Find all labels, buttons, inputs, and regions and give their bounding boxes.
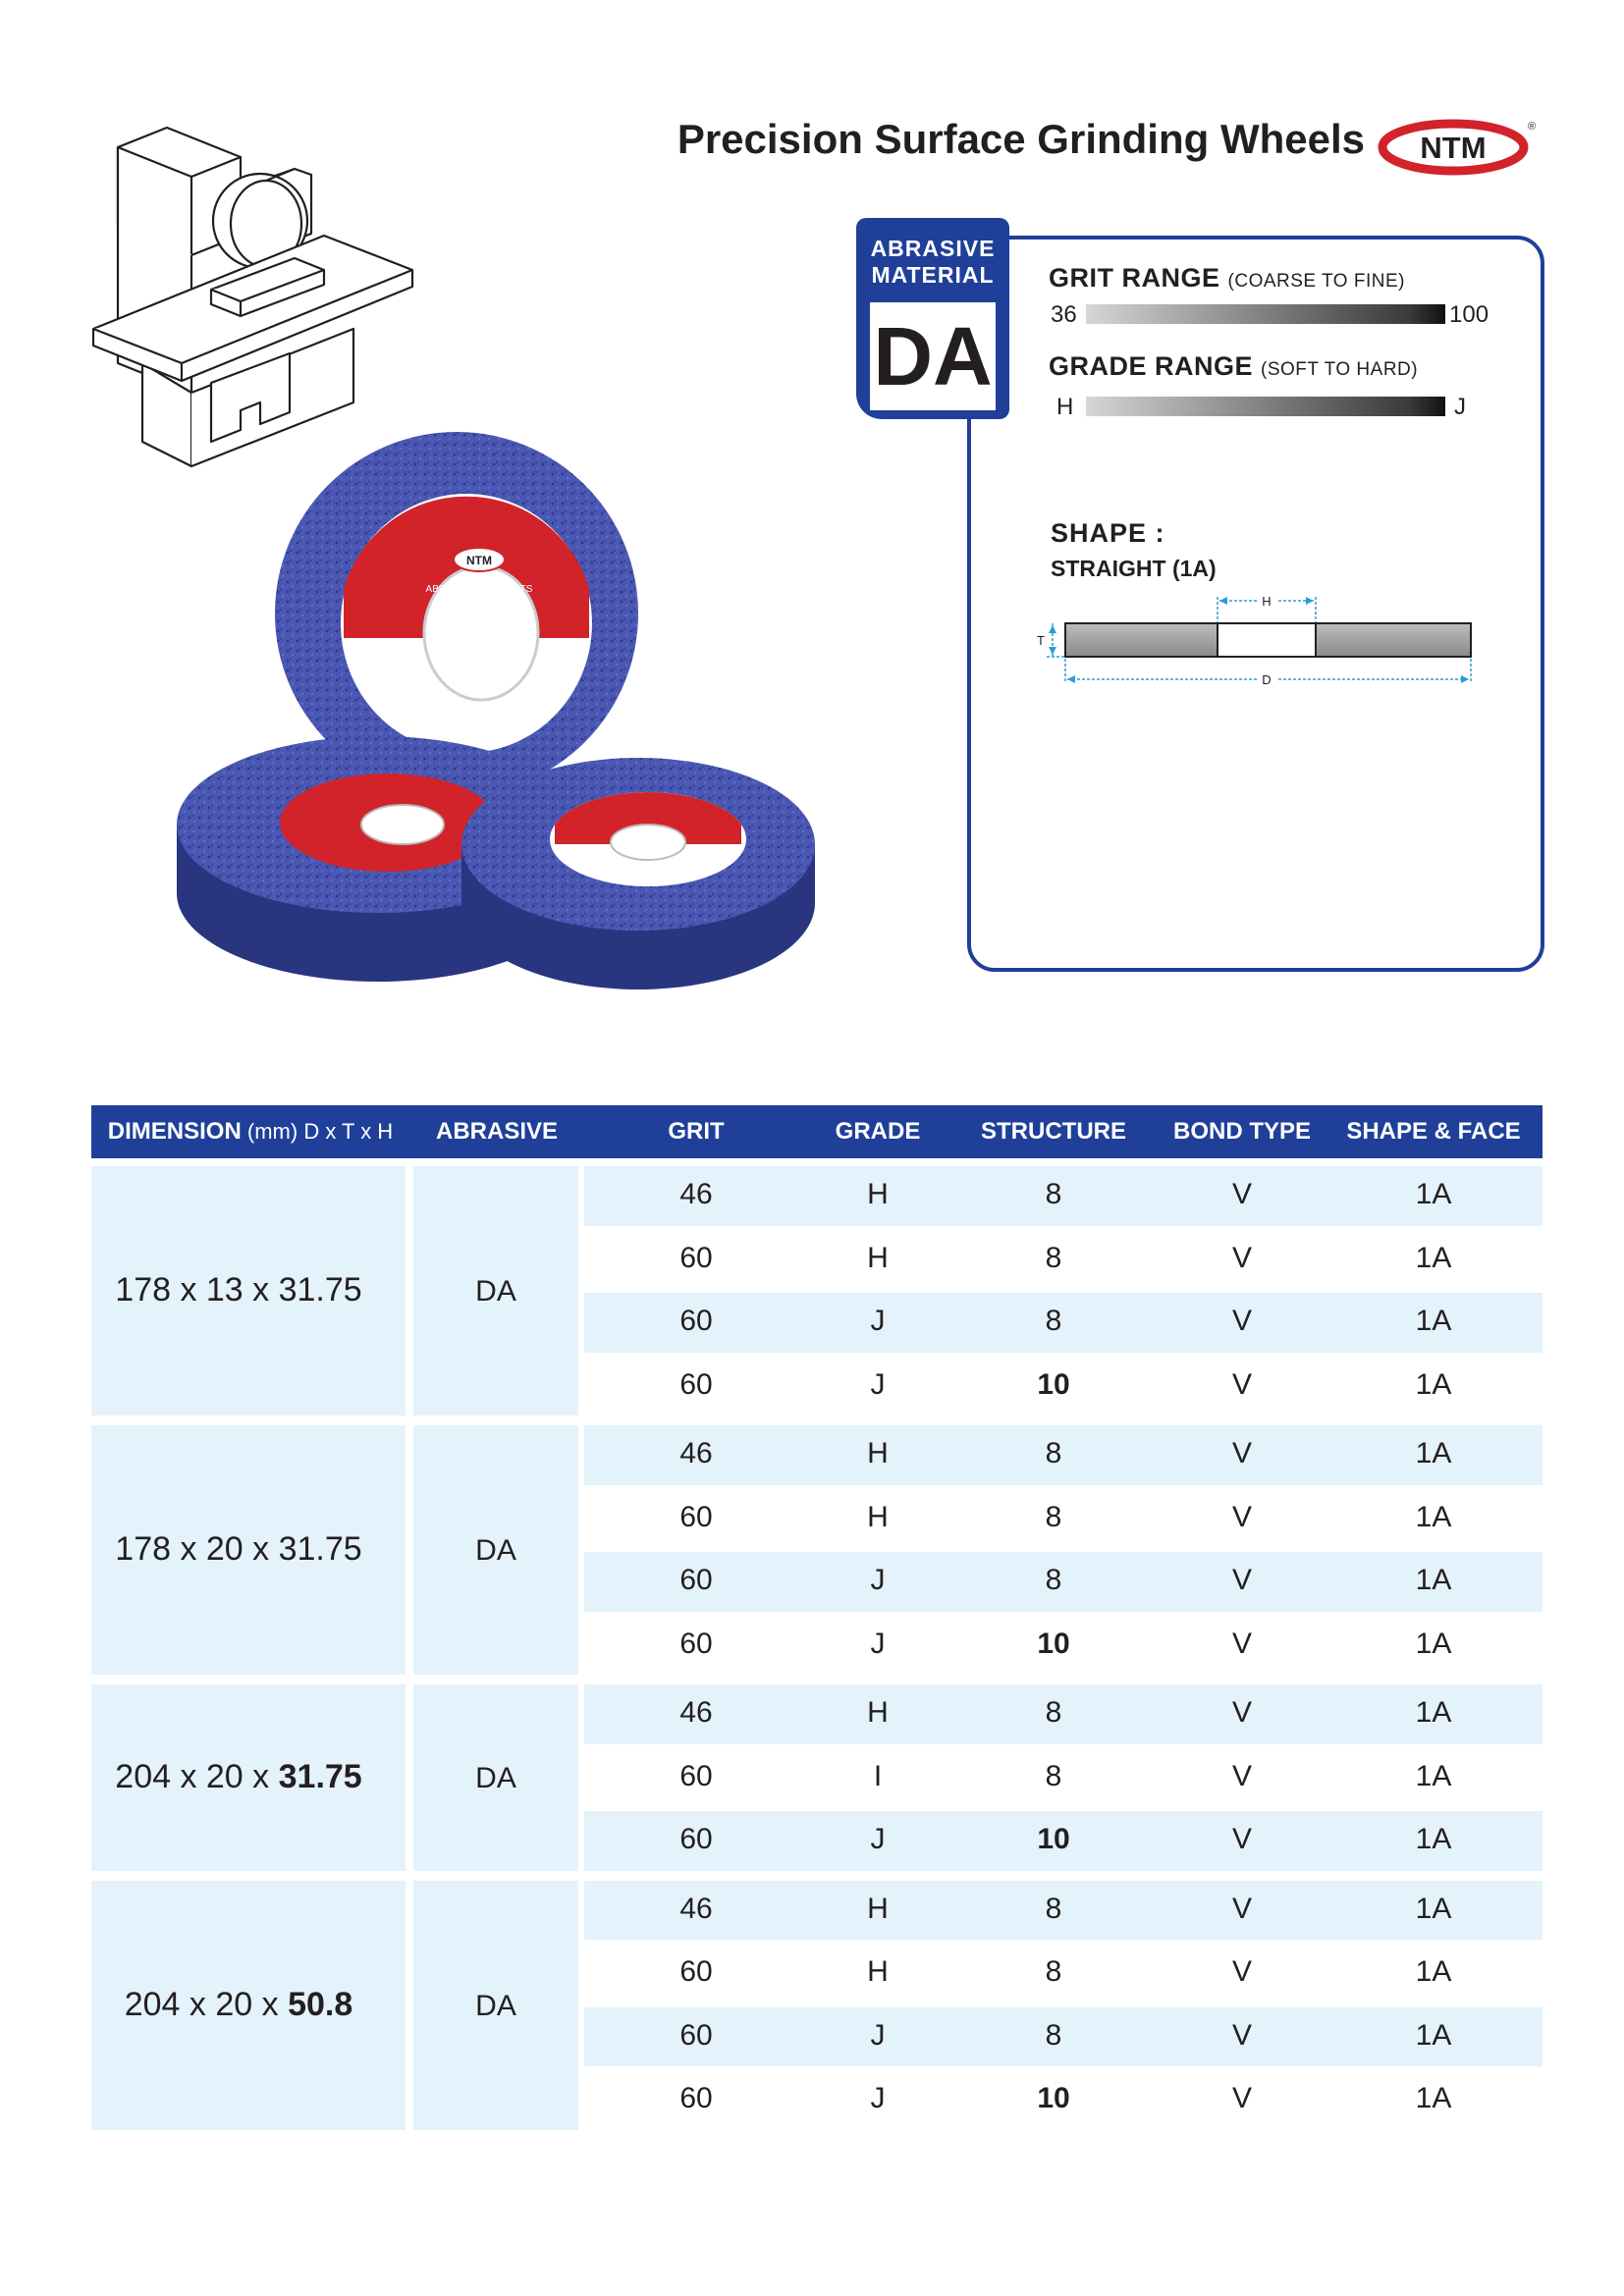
dim-t-label: T	[1037, 633, 1045, 648]
cell-structure: 8	[1045, 1696, 1062, 1729]
cell-bond-type: V	[1231, 1955, 1252, 1988]
cell-structure: 8	[1045, 1241, 1062, 1274]
cell-structure: 8	[1045, 1759, 1062, 1792]
cell-structure: 10	[1037, 1823, 1070, 1855]
grit-range-title: GRIT RANGE	[1049, 263, 1220, 293]
cell-grade: H	[867, 1892, 889, 1925]
cell-shape-face: 1A	[1415, 1178, 1452, 1210]
grade-range-bar	[1086, 397, 1445, 416]
cell-grit: 46	[679, 1178, 713, 1210]
cell-grade: J	[870, 2082, 886, 2114]
abrasive-material-badge	[856, 218, 1009, 419]
cell-bond-type: V	[1231, 1564, 1252, 1596]
cell-structure: 10	[1037, 1627, 1070, 1660]
cell-structure: 8	[1045, 1500, 1062, 1533]
badge-line-2: MATERIAL	[871, 262, 995, 288]
cell-structure: 8	[1045, 1892, 1062, 1925]
cell-bond-type: V	[1231, 1178, 1252, 1210]
cell-structure: 8	[1045, 1955, 1062, 1988]
badge-code: DA	[870, 302, 996, 410]
grit-range-heading	[1049, 263, 1405, 294]
header-grit: GRIT	[584, 1105, 808, 1158]
photo-label-subtitle: ABRASIVE PRODUCTS	[425, 584, 533, 595]
grit-max: 100	[1449, 301, 1489, 328]
cell-bond-type: V	[1231, 1627, 1252, 1660]
cell-shape-face: 1A	[1415, 1367, 1452, 1401]
cell-grit: 60	[679, 1367, 713, 1401]
grade-max: J	[1454, 394, 1466, 420]
abrasive-value: DA	[475, 1275, 516, 1308]
grade-range-subtitle: (SOFT TO HARD)	[1261, 359, 1419, 380]
abrasive-value: DA	[475, 1989, 516, 2022]
cell-grade: I	[873, 1759, 883, 1792]
grit-min: 36	[1051, 301, 1077, 328]
shape-heading: SHAPE :	[1051, 518, 1165, 548]
photo-label-brand: NTM	[466, 554, 492, 567]
grade-range-title: GRADE RANGE	[1049, 351, 1254, 381]
cell-grade: J	[870, 2018, 886, 2052]
dim-d-label: D	[1262, 672, 1272, 687]
grade-min: H	[1056, 394, 1074, 420]
cell-bond-type: V	[1231, 1892, 1252, 1925]
header-shape-face: SHAPE & FACE	[1325, 1105, 1543, 1158]
cell-grade: J	[870, 1564, 886, 1596]
cell-shape-face: 1A	[1415, 1564, 1452, 1596]
abrasive-value: DA	[475, 1534, 516, 1567]
page-title: Precision Surface Grinding Wheels	[677, 116, 1365, 162]
header-abrasive: ABRASIVE	[409, 1105, 584, 1158]
ntm-logo-icon	[1379, 118, 1537, 177]
cell-shape-face: 1A	[1415, 1241, 1452, 1274]
cell-shape-face: 1A	[1415, 1500, 1452, 1533]
cell-structure: 8	[1045, 1178, 1062, 1210]
cell-grade: J	[870, 1823, 886, 1855]
dimension-value	[91, 1758, 386, 1796]
cell-bond-type: V	[1231, 1437, 1252, 1469]
cell-shape-face: 1A	[1415, 1759, 1452, 1792]
cell-shape-face: 1A	[1415, 1627, 1452, 1660]
cell-grade: H	[867, 1500, 889, 1533]
header-bond-type: BOND TYPE	[1160, 1105, 1325, 1158]
dimension-bold-part: 31.75	[278, 1757, 362, 1795]
cell-grade: J	[870, 1367, 886, 1401]
dimension-prefix: 178 x 20 x 31.75	[115, 1530, 362, 1568]
shape-name: STRAIGHT (1A)	[1051, 556, 1217, 581]
cell-shape-face: 1A	[1415, 1437, 1452, 1469]
cell-structure: 8	[1045, 1305, 1062, 1337]
dimension-prefix: 204 x 20 x	[115, 1757, 279, 1795]
grit-range-bar	[1086, 304, 1445, 324]
cell-grade: J	[870, 1627, 886, 1660]
cell-bond-type: V	[1231, 1367, 1252, 1401]
cell-grit: 46	[679, 1696, 713, 1729]
cell-bond-type: V	[1231, 1696, 1252, 1729]
cell-bond-type: V	[1231, 1823, 1252, 1855]
cell-grit: 60	[679, 1627, 713, 1660]
cell-grit: 60	[679, 1564, 713, 1596]
cell-grit: 60	[679, 1241, 713, 1274]
cell-shape-face: 1A	[1415, 1823, 1452, 1855]
cell-shape-face: 1A	[1415, 1696, 1452, 1729]
cell-grade: H	[867, 1241, 889, 1274]
cell-grade: H	[867, 1178, 889, 1210]
logo-text: NTM	[1420, 131, 1487, 165]
cell-shape-face: 1A	[1415, 1305, 1452, 1337]
cell-grade: H	[867, 1696, 889, 1729]
cell-structure: 8	[1045, 1437, 1062, 1469]
cell-grit: 60	[679, 2082, 713, 2114]
cell-bond-type: V	[1231, 1500, 1252, 1533]
cell-structure: 8	[1045, 2018, 1062, 2052]
shape-1a-diagram	[1031, 589, 1483, 697]
dimension-value	[91, 1271, 386, 1309]
cell-bond-type: V	[1231, 1305, 1252, 1337]
grit-range-subtitle: (COARSE TO FINE)	[1227, 271, 1405, 292]
cell-shape-face: 1A	[1415, 1955, 1452, 1988]
cell-bond-type: V	[1231, 1241, 1252, 1274]
badge-line-1: ABRASIVE	[870, 236, 996, 261]
grade-range-heading	[1049, 351, 1418, 382]
cell-shape-face: 1A	[1415, 2018, 1452, 2052]
registered-mark: ®	[1528, 121, 1537, 133]
grinding-wheels-photo	[167, 432, 903, 1021]
header-dimension-bold: DIMENSION	[107, 1118, 242, 1145]
header-grade: GRADE	[808, 1105, 947, 1158]
dimension-value	[91, 1530, 386, 1569]
ntm-logo	[1379, 118, 1537, 177]
cell-grit: 60	[679, 1823, 713, 1855]
cell-structure: 8	[1045, 1564, 1062, 1596]
dim-h-label: H	[1262, 594, 1272, 609]
dimension-prefix: 204 x 20 x	[124, 1985, 289, 2023]
dimension-bold-part: 50.8	[288, 1985, 353, 2023]
surface-grinder-illustration	[83, 118, 417, 481]
dimension-value	[91, 1986, 386, 2024]
cell-grit: 60	[679, 1759, 713, 1792]
cell-grit: 46	[679, 1892, 713, 1925]
cell-bond-type: V	[1231, 2082, 1252, 2114]
cell-shape-face: 1A	[1415, 2082, 1452, 2114]
header-dimension-rest: (mm) D x T x H	[241, 1119, 394, 1144]
header-structure: STRUCTURE	[947, 1105, 1160, 1158]
abrasive-value: DA	[475, 1761, 516, 1794]
cell-grit: 60	[679, 1955, 713, 1988]
header-dimension	[91, 1105, 409, 1158]
cell-grade: J	[870, 1305, 886, 1337]
cell-grit: 60	[679, 1305, 713, 1337]
cell-grit: 60	[679, 1500, 713, 1533]
cell-grit: 60	[679, 2018, 713, 2052]
cell-bond-type: V	[1231, 2018, 1252, 2052]
cell-shape-face: 1A	[1415, 1892, 1452, 1925]
cell-bond-type: V	[1231, 1759, 1252, 1792]
cell-structure: 10	[1037, 1367, 1070, 1401]
cell-grit: 46	[679, 1437, 713, 1469]
cell-grade: H	[867, 1955, 889, 1988]
cell-structure: 10	[1037, 2082, 1070, 2114]
dimension-prefix: 178 x 13 x 31.75	[115, 1271, 362, 1308]
cell-grade: H	[867, 1437, 889, 1469]
